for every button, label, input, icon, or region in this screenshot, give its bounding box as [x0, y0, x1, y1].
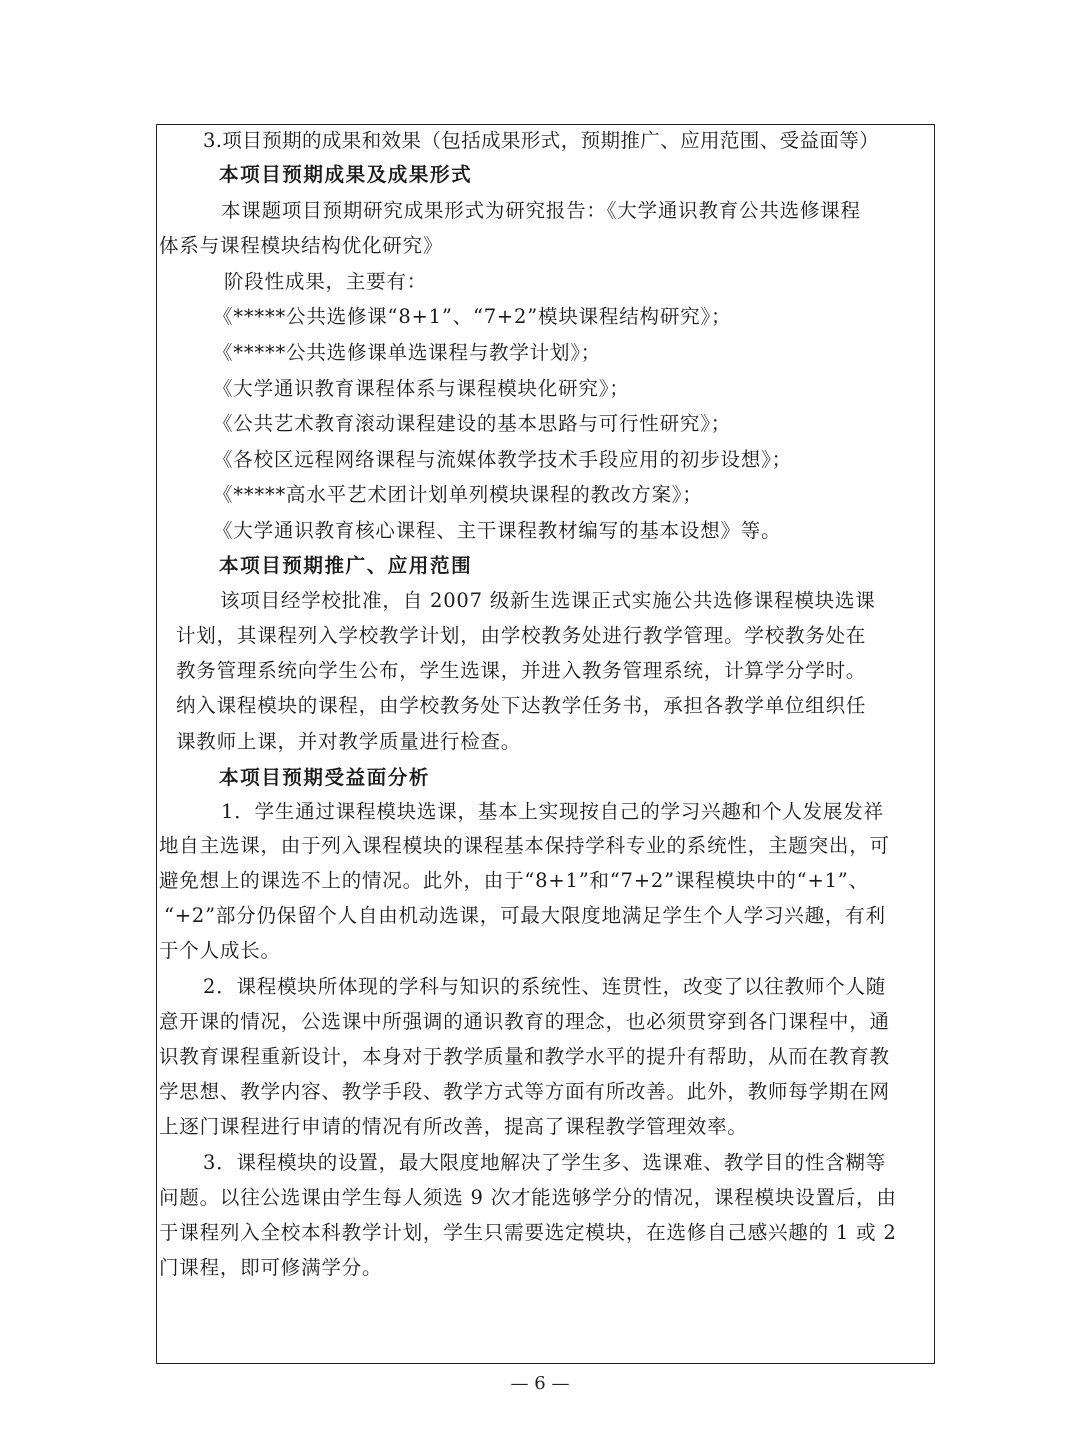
staged-result-item: 《*****公共选修课单选课程与教学计划》；	[213, 341, 602, 364]
benefit-point-line: 于个人成长。	[159, 939, 281, 962]
benefit-point-line: 识教育课程重新设计，本身对于教学质量和教学水平的提升有帮助，从而在教育教	[159, 1045, 890, 1068]
scope-title: 本项目预期推广、应用范围	[219, 554, 473, 577]
benefit-point-line: 学思想、教学内容、教学手段、教学方式等方面有所改善。此外，教师每学期在网	[159, 1080, 890, 1103]
scope-line: 计划，其课程列入学校教学计划，由学校教务处进行教学管理。学校教务处在	[176, 624, 867, 647]
benefit-point-line: 1．学生通过课程模块选课，基本上实现按自己的学习兴趣和个人发展发祥	[221, 800, 884, 823]
benefit-point-line: 3．课程模块的设置，最大限度地解决了学生多、选课难、教学目的性含糊等	[203, 1151, 887, 1174]
benefit-point-line: “+2”部分仍保留个人自由机动选课，可最大限度地满足学生个人学习兴趣，有利	[164, 904, 886, 927]
scope-line: 纳入课程模块的课程，由学校教务处下达教学任务书，承担各教学单位组织任	[176, 694, 867, 717]
benefit-point-line: 上逐门课程进行申请的情况有所改善，提高了课程教学管理效率。	[159, 1115, 748, 1138]
benefit-point-line: 地自主选课，由于列入课程模块的课程基本保持学科专业的系统性，主题突出，可	[159, 834, 890, 857]
staged-result-item: 《大学通识教育课程体系与课程模块化研究》；	[213, 377, 630, 400]
benefit-point-line: 问题。以往公选课由学生每人须选 9 次才能选够学分的情况，课程模块设置后，由	[159, 1186, 897, 1209]
staged-results-label: 阶段性成果，主要有：	[224, 270, 428, 293]
section-heading: 3.项目预期的成果和效果（包括成果形式，预期推广、应用范围、受益面等）	[203, 129, 880, 152]
staged-result-item: 《各校区远程网络课程与流媒体教学技术手段应用的初步设想》；	[213, 448, 792, 471]
staged-result-item: 《公共艺术教育滚动课程建设的基本思路与可行性研究》；	[213, 412, 732, 435]
benefit-point-line: 意开课的情况，公选课中所强调的通识教育的理念，也必须贯穿到各门课程中，通	[159, 1010, 890, 1033]
staged-result-item: 《大学通识教育核心课程、主干课程教材编写的基本设想》等。	[213, 519, 782, 542]
results-title: 本项目预期成果及成果形式	[219, 163, 473, 186]
staged-result-item: 《*****公共选修课“8+1”、“7+2”模块课程结构研究》；	[213, 305, 732, 328]
staged-result-item: 《*****高水平艺术团计划单列模块课程的教改方案》；	[213, 483, 703, 506]
page-number: — 6 —	[510, 1373, 570, 1394]
benefit-point-line: 于课程列入全校本科教学计划，学生只需要选定模块，在选修自己感兴趣的 1 或 2	[159, 1221, 897, 1244]
benefit-point-line: 避免想上的课选不上的情况。此外，由于“8+1”和“7+2”课程模块中的“+1”、	[159, 869, 869, 892]
results-intro-line: 本课题项目预期研究成果形式为研究报告：《大学通识教育公共选修课程	[221, 199, 861, 222]
benefit-point-line: 门课程，即可修满学分。	[159, 1256, 383, 1279]
benefit-title: 本项目预期受益面分析	[219, 766, 431, 789]
results-intro-line: 体系与课程模块结构优化研究》	[159, 234, 444, 257]
scope-line: 该项目经学校批准，自 2007 级新生选课正式实施公共选修课程模块选课	[220, 589, 876, 612]
scope-line: 课教师上课，并对教学质量进行检查。	[176, 730, 522, 753]
scope-line: 教务管理系统向学生公布，学生选课，并进入教务管理系统，计算学分学时。	[176, 659, 867, 682]
benefit-point-line: 2．课程模块所体现的学科与知识的系统性、连贯性，改变了以往教师个人随	[203, 975, 887, 998]
